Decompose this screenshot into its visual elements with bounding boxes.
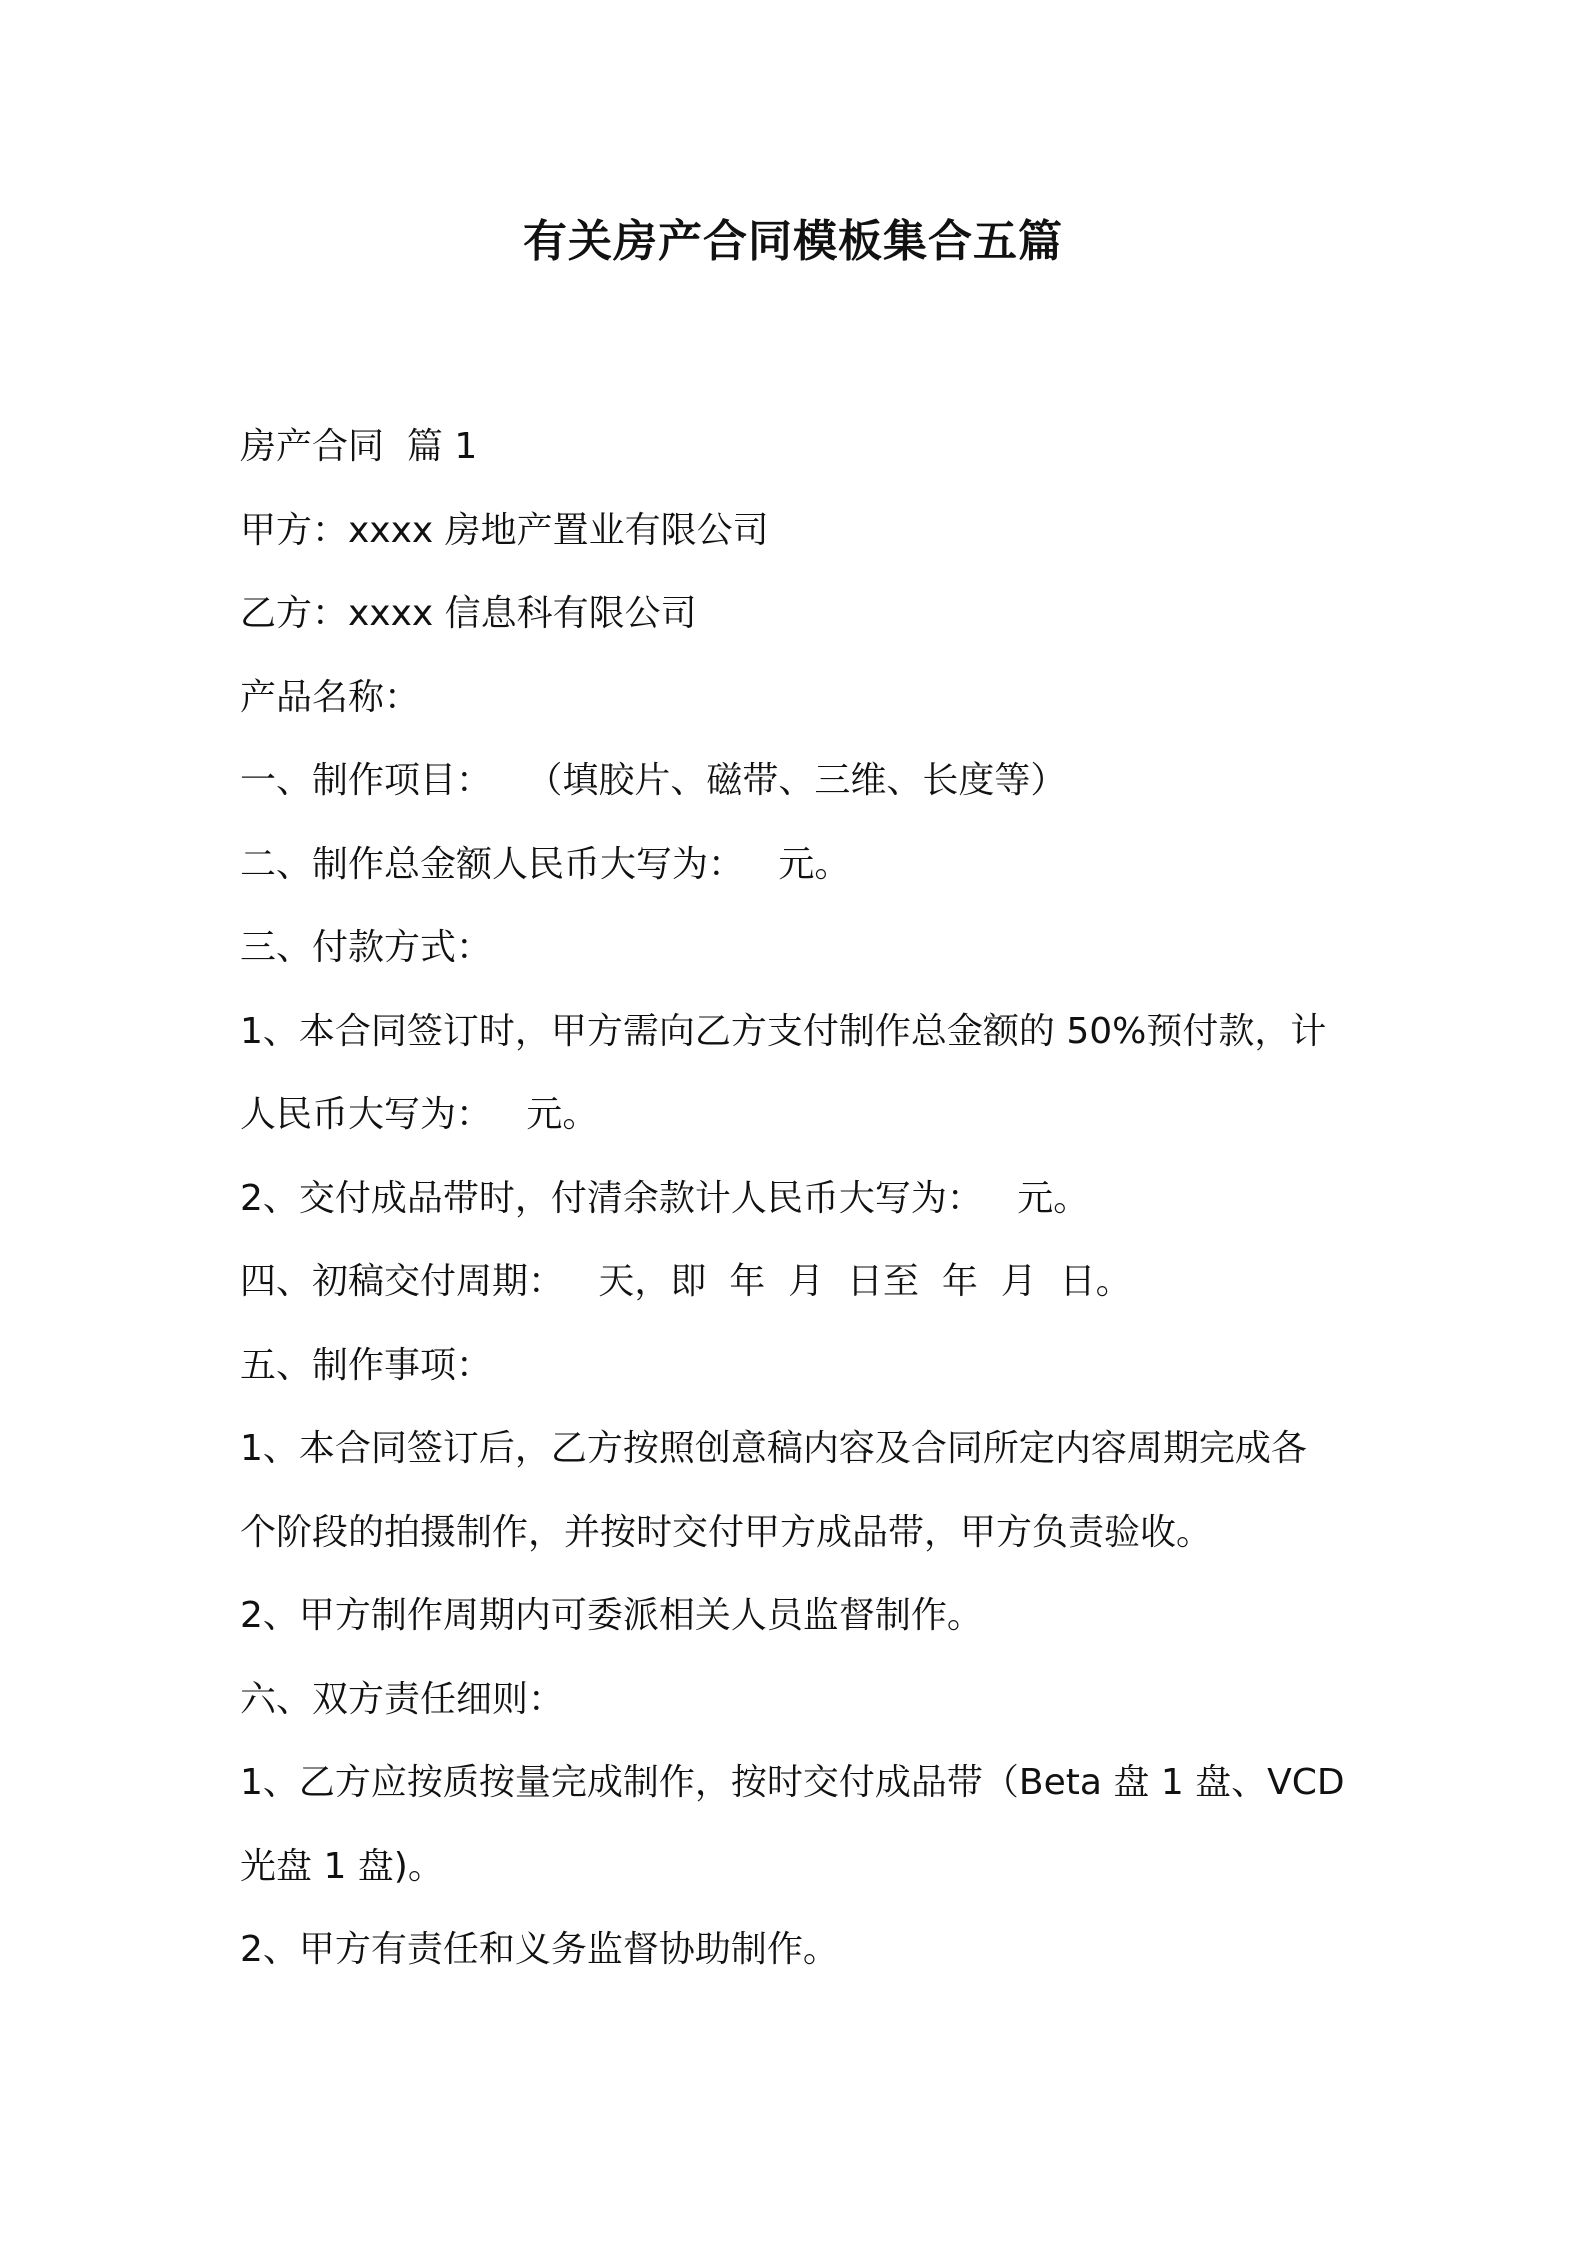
contract-heading: 房产合同 篇 1 — [240, 426, 478, 467]
section-4-delivery-period: 四、初稿交付周期： 天，即 年 月 日至 年 月 日。 — [240, 1261, 1132, 1302]
party-b-line: 乙方：xxxx 信息科有限公司 — [240, 593, 697, 634]
production-clause-2: 2、甲方制作周期内可委派相关人员监督制作。 — [240, 1595, 983, 1636]
responsibility-clause-1-line-2: 光盘 1 盘)。 — [240, 1845, 444, 1887]
section-5-production-matters: 五、制作事项： — [240, 1344, 493, 1386]
section-2-total-amount: 二、制作总金额人民币大写为： 元。 — [240, 843, 851, 885]
production-clause-1-line-1: 1、本合同签订后，乙方按照创意稿内容及合同所定内容周期完成各 — [240, 1428, 1307, 1469]
production-clause-1-line-2: 个阶段的拍摄制作，并按时交付甲方成品带，甲方负责验收。 — [240, 1511, 1213, 1553]
product-name-line: 产品名称： — [240, 676, 421, 718]
section-6-responsibilities: 六、双方责任细则： — [240, 1678, 565, 1720]
document-body — [240, 405, 1360, 1992]
responsibility-clause-1-line-1: 1、乙方应按质按量完成制作，按时交付成品带（Beta 盘 1 盘、VCD — [240, 1762, 1345, 1803]
payment-clause-2: 2、交付成品带时，付清余款计人民币大写为： 元。 — [240, 1177, 1090, 1219]
party-a-line: 甲方：xxxx 房地产置业有限公司 — [240, 509, 769, 551]
document-title: 有关房产合同模板集合五篇 — [523, 216, 1063, 267]
payment-clause-1-line-1: 1、本合同签订时，甲方需向乙方支付制作总金额的 50%预付款，计 — [240, 1010, 1327, 1052]
section-3-payment-method: 三、付款方式： — [240, 927, 493, 968]
responsibility-clause-2: 2、甲方有责任和义务监督协助制作。 — [240, 1929, 839, 1970]
payment-clause-1-line-2: 人民币大写为： 元。 — [240, 1094, 599, 1135]
section-1-production-items: 一、制作项目： （填胶片、磁带、三维、长度等） — [240, 760, 1067, 801]
